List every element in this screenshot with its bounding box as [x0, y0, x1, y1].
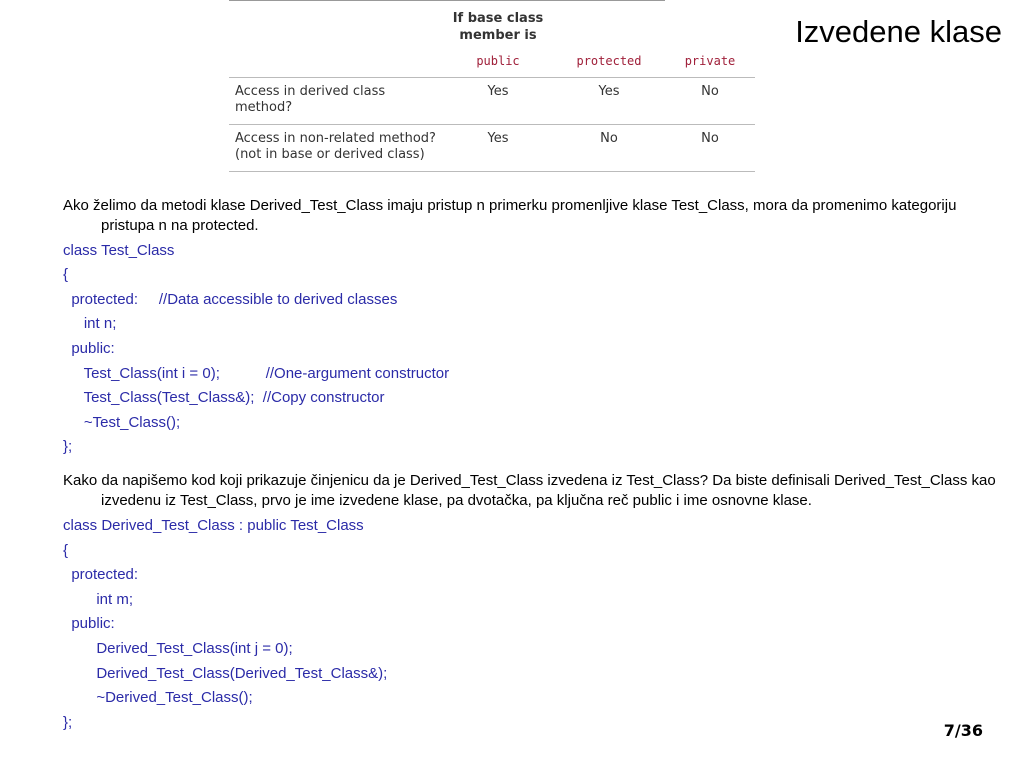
paragraph-intro: Ako želimo da metodi klase Derived_Test_Class imaju pristup n primerku promenljive klase Test_Class, mora da promenimo kategoriju pristupa n na protected.	[63, 197, 957, 234]
column-header-private: private	[684, 54, 736, 68]
table-cell: No	[665, 125, 755, 172]
row-label: Access in non-related method? (not in base or derived class)	[229, 125, 443, 172]
table-cell: Yes	[553, 78, 665, 125]
code-line: protected:	[63, 566, 139, 584]
access-table	[229, 0, 755, 172]
table-row	[229, 125, 755, 172]
table-cell: Yes	[443, 125, 553, 172]
code-line: ~Test_Class();	[63, 413, 181, 431]
table-cell: No	[665, 78, 755, 125]
code-line: Derived_Test_Class(int j = 0);	[63, 639, 293, 657]
code-line: Test_Class(int i = 0); //One-argument constructor	[63, 364, 450, 382]
table-header-main: If base class member is	[452, 11, 544, 43]
table-cell: No	[553, 125, 665, 172]
code-line: class Derived_Test_Class : public Test_Class	[63, 516, 364, 534]
page-number: 7/36	[943, 721, 983, 740]
slide-title: Izvedene klase	[795, 14, 1002, 49]
code-block-derived-class	[63, 516, 1008, 733]
code-block-base-class	[63, 241, 1008, 458]
code-line: public:	[63, 615, 115, 633]
code-line: };	[63, 438, 73, 456]
column-header-protected: protected	[576, 54, 642, 68]
paragraph-derivation: Kako da napišemo kod koji prikazuje činjenicu da je Derived_Test_Class izvedena iz Test_Class? Da biste definisali Derived_Test_Class kao izvedenu iz Test_Class, prvo je ime izvedene klase, pa dvotačka, pa ključna reč public i ime osnovne klase.	[63, 472, 996, 510]
code-line: };	[63, 713, 73, 731]
row-label: Access in derived class method?	[229, 78, 443, 125]
code-line: Derived_Test_Class(Derived_Test_Class&);	[63, 664, 388, 682]
table-row	[229, 78, 755, 125]
code-line: int n;	[63, 315, 117, 333]
code-line: {	[63, 266, 69, 284]
code-line: int m;	[63, 590, 134, 608]
code-line: class Test_Class	[63, 241, 175, 259]
table-cell: Yes	[443, 78, 553, 125]
column-header-public: public	[476, 54, 520, 68]
code-line: public:	[63, 339, 115, 357]
code-line: protected: //Data accessible to derived classes	[63, 290, 398, 308]
code-line: {	[63, 541, 69, 559]
code-line: ~Derived_Test_Class();	[63, 689, 253, 707]
slide-body	[63, 196, 1008, 733]
code-line: Test_Class(Test_Class&); //Copy constructor	[63, 389, 385, 407]
